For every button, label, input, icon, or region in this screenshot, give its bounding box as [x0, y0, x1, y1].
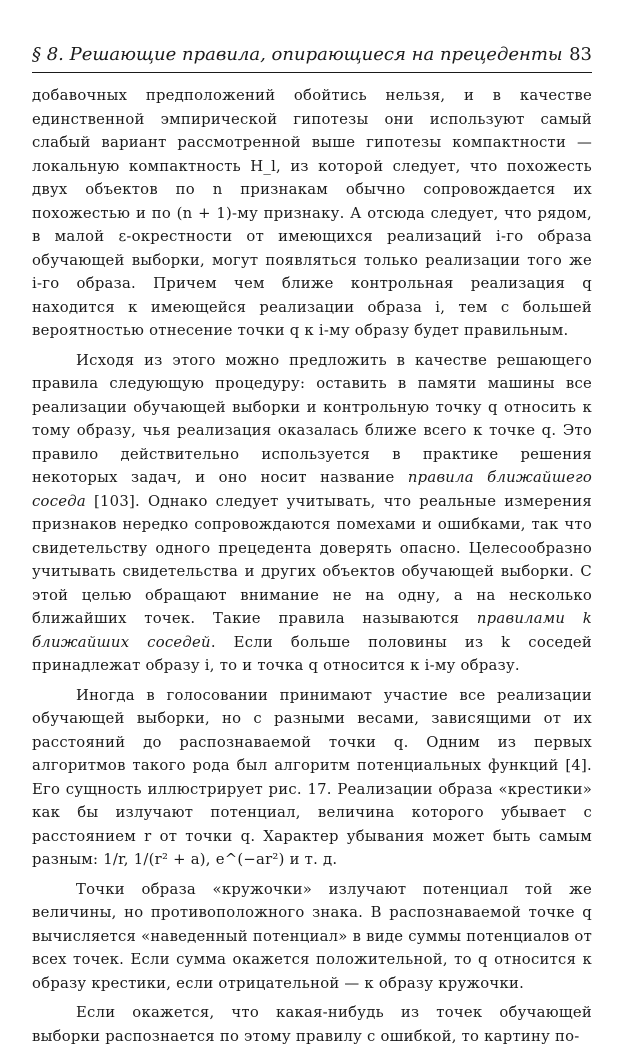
paragraph-3: Иногда в голосовании принимают участие все реализации обучающей выборки, но с разными весами, зависящими от их расстояний до распознаваемой точки q. Одним из первых алгоритмов такого рода был алгоритм потенциальных функций [4]. Его сущность иллюстрирует рис. 17. Реализации образа «крестики» как бы излучают потенциал, величина которого убывает с расстоянием r от точки q. Характер убывания может быть самым разным: 1/r, 1/(r² + a), e^(−ar²) и т. д.	[32, 686, 592, 868]
paragraph-2	[32, 349, 592, 678]
paragraph-4: Точки образа «кружочки» излучают потенциал той же величины, но противоположного знака. В распознаваемой точке q вычисляется «наведенный потенциал» в виде суммы потенциалов от всех точек. Если сумма окажется положительной, то q относится к образу крестики, если отрицательной — к образу кружочки.	[32, 880, 592, 992]
running-header	[32, 44, 592, 66]
page-number: 83	[569, 44, 592, 65]
term-k-nearest-neighbors: правилами k ближайших соседей	[32, 610, 592, 651]
section-title: § 8. Решающие правила, опирающиеся на прецеденты	[32, 44, 563, 65]
paragraph-2-part-2: [103]. Однако следует учитывать, что реальные измерения признаков нередко сопровождаются помехами и ошибками, так что свидетельству одного прецедента доверять опасно. Целесообразно учитывать свидетельства и других объектов обучающей выборки. С этой целью обращают внимание не на одну, а на несколько ближайших точек. Такие правила называются	[32, 492, 592, 627]
header-rule	[32, 72, 592, 73]
paragraph-2-part-1: Исходя из этого можно предложить в качестве решающего правила следующую процедуру: оставить в памяти машины все реализации обучающей выборки и контрольную точку q относить к тому образу, чья реализация оказалась ближе всего к точке q. Это правило действительно используется в практике решения некоторых задач, и оно носит название	[32, 351, 592, 486]
paragraph-1: добавочных предположений обойтись нельзя, и в качестве единственной эмпирической гипотезы они используют самый слабый вариант рассмотренной выше гипотезы компактности — локальную компактность H_l, из которой следует, что похожесть двух объектов по n признакам обычно сопровождается их похожестью и по (n + 1)-му признаку. А отсюда следует, что рядом, в малой ε-окрестности от имеющихся реализаций i-го образа обучающей выборки, могут появляться только реализации того же i-го образа. Причем чем ближе контрольная реализация q находится к имеющейся реализации образа i, тем с большей вероятностью отнесение точки q к i-му образу будет правильным.	[32, 87, 592, 339]
paragraph-5: Если окажется, что какая-нибудь из точек обучающей выборки распознается по этому правилу с ошибкой, то картину по-	[32, 1004, 592, 1045]
page-body	[32, 84, 592, 1054]
paragraph-2-part-3: . Если больше половины из k соседей принадлежат образу i, то и точка q относится к i-му образу.	[32, 633, 593, 674]
term-nearest-neighbor: правила ближайшего соседа	[32, 469, 592, 510]
